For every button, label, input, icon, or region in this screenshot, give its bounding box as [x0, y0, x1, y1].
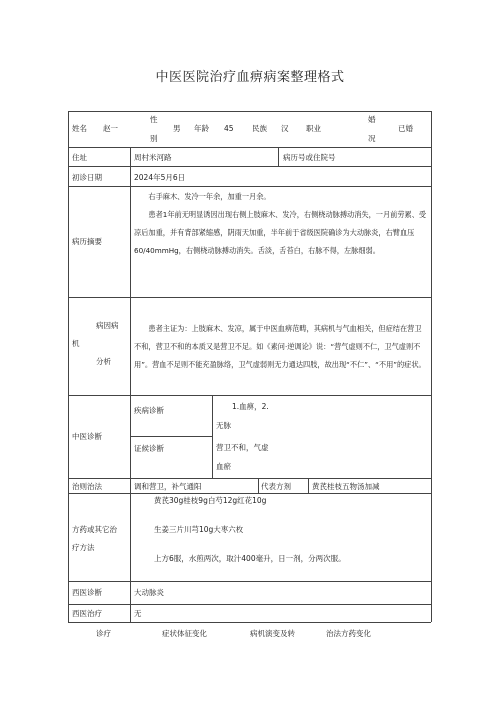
- method-value: 调和营卫，补气通阳: [134, 482, 202, 491]
- address-label: 住址: [72, 153, 87, 162]
- syndrome-diagnosis-label: 证候诊断: [134, 444, 164, 453]
- formula-label: 代表方剂: [261, 482, 291, 491]
- name-label: 姓名: [72, 124, 87, 133]
- ethnicity-label: 民族: [252, 124, 267, 133]
- occupation-label: 职业: [306, 124, 321, 133]
- footer-col-treatment: 治法方药变化: [326, 629, 371, 638]
- prescription-line-1: 黄芪30g桂枝9g白芍12g红花10g: [154, 496, 267, 505]
- marital-label-bottom: 况: [368, 134, 376, 143]
- tcm-diagnosis-label: 中医诊断: [72, 432, 102, 441]
- page-title: 中医医院治疗血痹病案整理格式: [155, 70, 345, 85]
- prescription-line-3: 上方6服，水煎两次，取汁400毫升，日一剂，分两次服。: [154, 554, 346, 563]
- analysis-text: 患者主证为：上肢麻木、发凉，属于中医血痹范畴，其病机与气血相关，但症结在营卫不和，营卫不和的本质又是营卫不足。如《素问·逆调论》说：“营气虚则不仁，卫气虚则不用”。营血不足则不能充盈脉络，卫气虚弱则无力通达四肢，故出现“不仁”、“不用”的症状。: [134, 324, 426, 369]
- western-treatment-value: 无: [134, 609, 142, 618]
- syndrome-diagnosis-value-a: 营卫不和，气虚: [216, 443, 269, 452]
- age-label: 年龄: [194, 124, 209, 133]
- name-value: 赵一: [103, 124, 118, 133]
- formula-value: 黄芪桂枝五物汤加减: [312, 482, 380, 491]
- analysis-label-b: 机: [72, 339, 80, 348]
- footer-col-pathogenesis: 病机演变及转: [250, 629, 295, 638]
- history-detail: 患者1年前无明显诱因出现右侧上肢麻木、发冷，右侧桡动脉搏动消失，一月前劳累、受凉后加重，并有背部紧缩感，阴雨天加重，半年前于省级医院确诊为大动脉炎，右臂血压60/40mmHg，右侧桡动脉搏动消失。舌淡，舌苔白，右脉不得，左脉细弱。: [134, 210, 427, 255]
- method-label: 治则治法: [72, 482, 102, 491]
- prescription-label-b: 疗方法: [72, 543, 95, 552]
- age-value: 45: [224, 124, 234, 133]
- western-diagnosis-value: 大动脉炎: [134, 588, 164, 597]
- western-treatment-label: 西医治疗: [72, 609, 102, 618]
- western-diagnosis-label: 西医诊断: [72, 588, 102, 597]
- first-visit-label: 初诊日期: [72, 173, 102, 182]
- analysis-label-a: 病因病: [96, 321, 119, 330]
- prescription-line-2: 生姜三片川芎10g大枣六枚: [154, 525, 244, 534]
- record-number-label: 病历号或住院号: [283, 153, 336, 162]
- gender-label-top: 性: [150, 115, 158, 124]
- footer-col-visit: 诊疗: [96, 629, 111, 638]
- disease-diagnosis-value-b: 无脉: [216, 421, 231, 430]
- footer-col-symptoms: 症状体征变化: [162, 629, 207, 638]
- syndrome-diagnosis-value-b: 血瘀: [216, 462, 231, 471]
- ethnicity-value: 汉: [281, 124, 289, 133]
- history-chief-complaint: 右手麻木、发冷一年余，加重一月余。: [148, 192, 271, 201]
- analysis-label-c: 分析: [96, 357, 111, 366]
- marital-value: 已婚: [398, 124, 413, 133]
- address-value: 周村米河路: [134, 153, 172, 162]
- disease-diagnosis-value-a: 1.血痹，2.: [232, 402, 269, 411]
- marital-label-top: 婚: [368, 115, 376, 124]
- history-label: 病历摘要: [72, 237, 102, 246]
- disease-diagnosis-label: 疾病诊断: [134, 406, 164, 415]
- first-visit-date: 2024年5月6日: [134, 173, 186, 182]
- gender-value: 男: [173, 124, 181, 133]
- prescription-label-a: 方药或其它治: [72, 525, 117, 534]
- gender-label-bottom: 别: [150, 134, 158, 143]
